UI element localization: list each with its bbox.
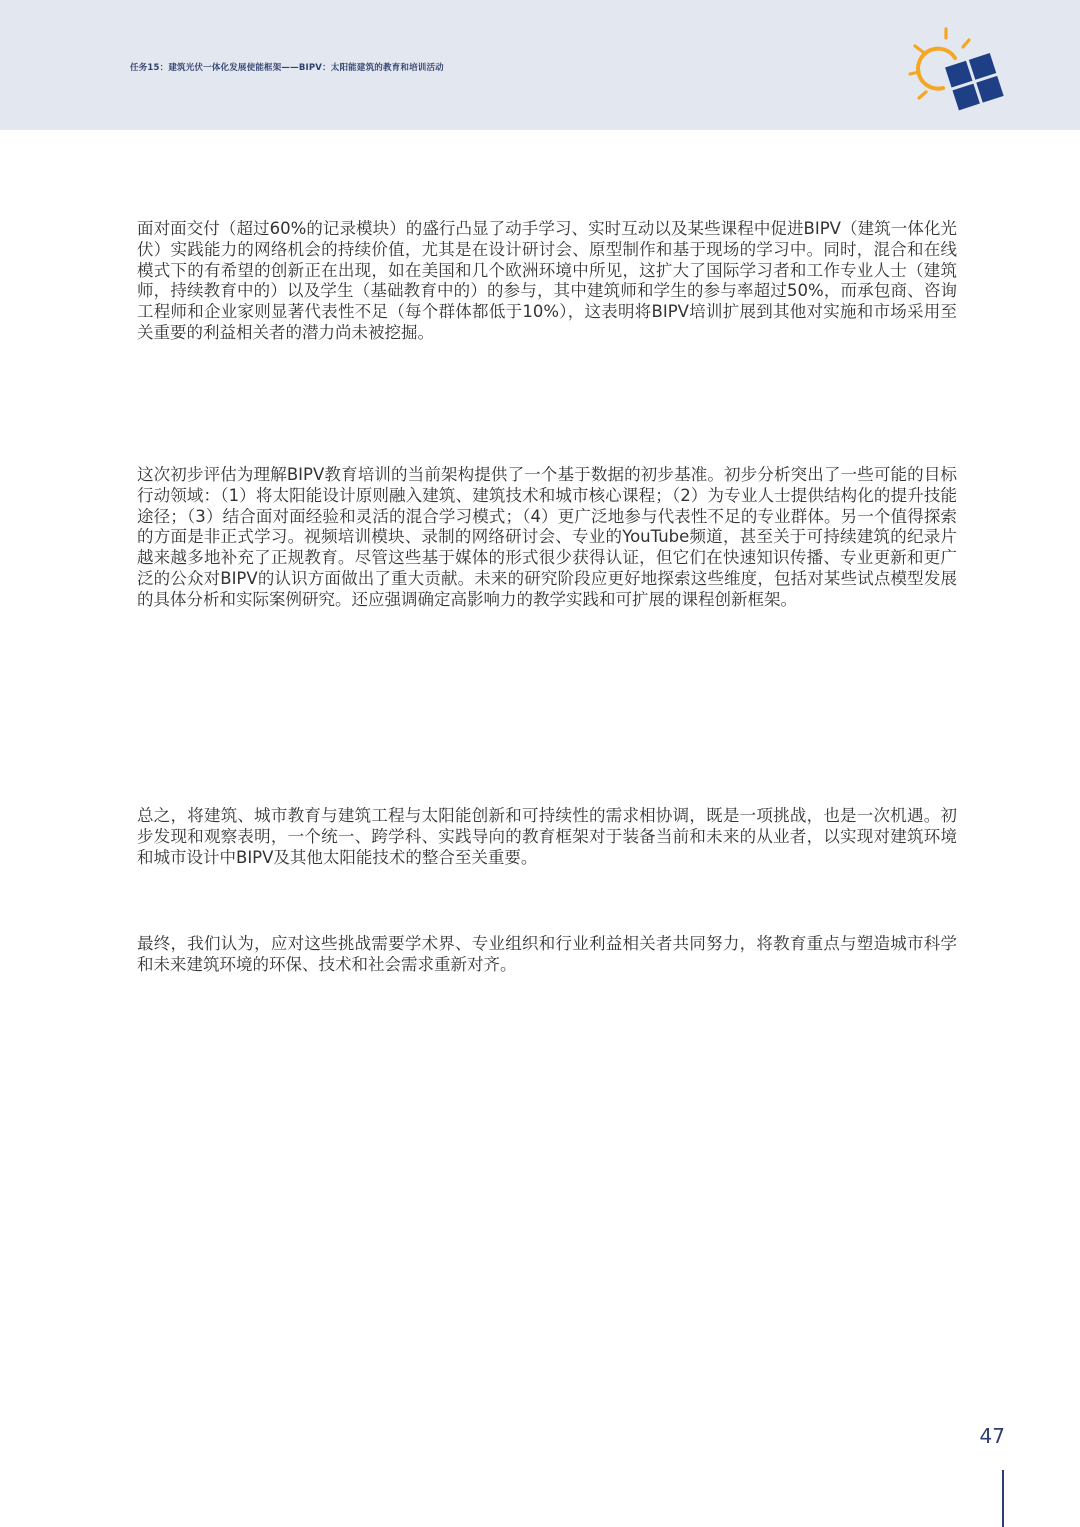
body-paragraph: 总之，将建筑、城市教育与建筑工程与太阳能创新和可持续性的需求相协调，既是一项挑战，也是一次机遇。初步发现和观察表明，一个统一、跨学科、实践导向的教育框架对于装备当前和未来的从业者，以实现对建筑环境和城市设计中BIPV及其他太阳能技术的整合至关重要。 (137, 806, 957, 867)
solar-panel (945, 53, 1004, 110)
running-header-title: 任务15：建筑光伏一体化发展使能框架——BIPV：太阳能建筑的教育和培训活动 (130, 63, 444, 73)
body-paragraph: 最终，我们认为，应对这些挑战需要学术界、专业组织和行业利益相关者共同努力，将教育重点与塑造城市科学和未来建筑环境的环保、技术和社会需求重新对齐。 (137, 934, 957, 974)
body-paragraph: 面对面交付（超过60%的记录模块）的盛行凸显了动手学习、实时互动以及某些课程中促进BIPV（建筑一体化光伏）实践能力的网络机会的持续价值，尤其是在设计研讨会、原型制作和基于现场的学习中。同时，混合和在线模式下的有希望的创新正在出现，如在美国和几个欧洲环境中所见，这扩大了国际学习者和工作专业人士（建筑师，持续教育中的）以及学生（基础教育中的）的参与，其中建筑师和学生的参与率超过50%，而承包商、咨询工程师和企业家则显著代表性不足（每个群体都低于10%），这表明将BIPV培训扩展到其他对实施和市场采用至关重要的利益相关者的潜力尚未被挖掘。 (137, 219, 957, 342)
page-number-rule (1002, 1470, 1004, 1527)
sun-solar-panel-logo-icon (905, 26, 1005, 112)
page-number: 47 (979, 1424, 1005, 1448)
body-paragraph: 这次初步评估为理解BIPV教育培训的当前架构提供了一个基于数据的初步基准。初步分析突出了一些可能的目标行动领域：（1）将太阳能设计原则融入建筑、建筑技术和城市核心课程；（2）为专业人士提供结构化的提升技能途径；（3）结合面对面经验和灵活的混合学习模式；（4）更广泛地参与代表性不足的专业群体。另一个值得探索的方面是非正式学习。视频培训模块、录制的网络研讨会、专业的YouTube频道，甚至关于可持续建筑的纪录片越来越多地补充了正规教育。尽管这些基于媒体的形式很少获得认证，但它们在快速知识传播、专业更新和更广泛的公众对BIPV的认识方面做出了重大贡献。未来的研究阶段应更好地探索这些维度，包括对某些试点模型发展的具体分析和实际案例研究。还应强调确定高影响力的教学实践和可扩展的课程创新框架。 (137, 465, 957, 609)
